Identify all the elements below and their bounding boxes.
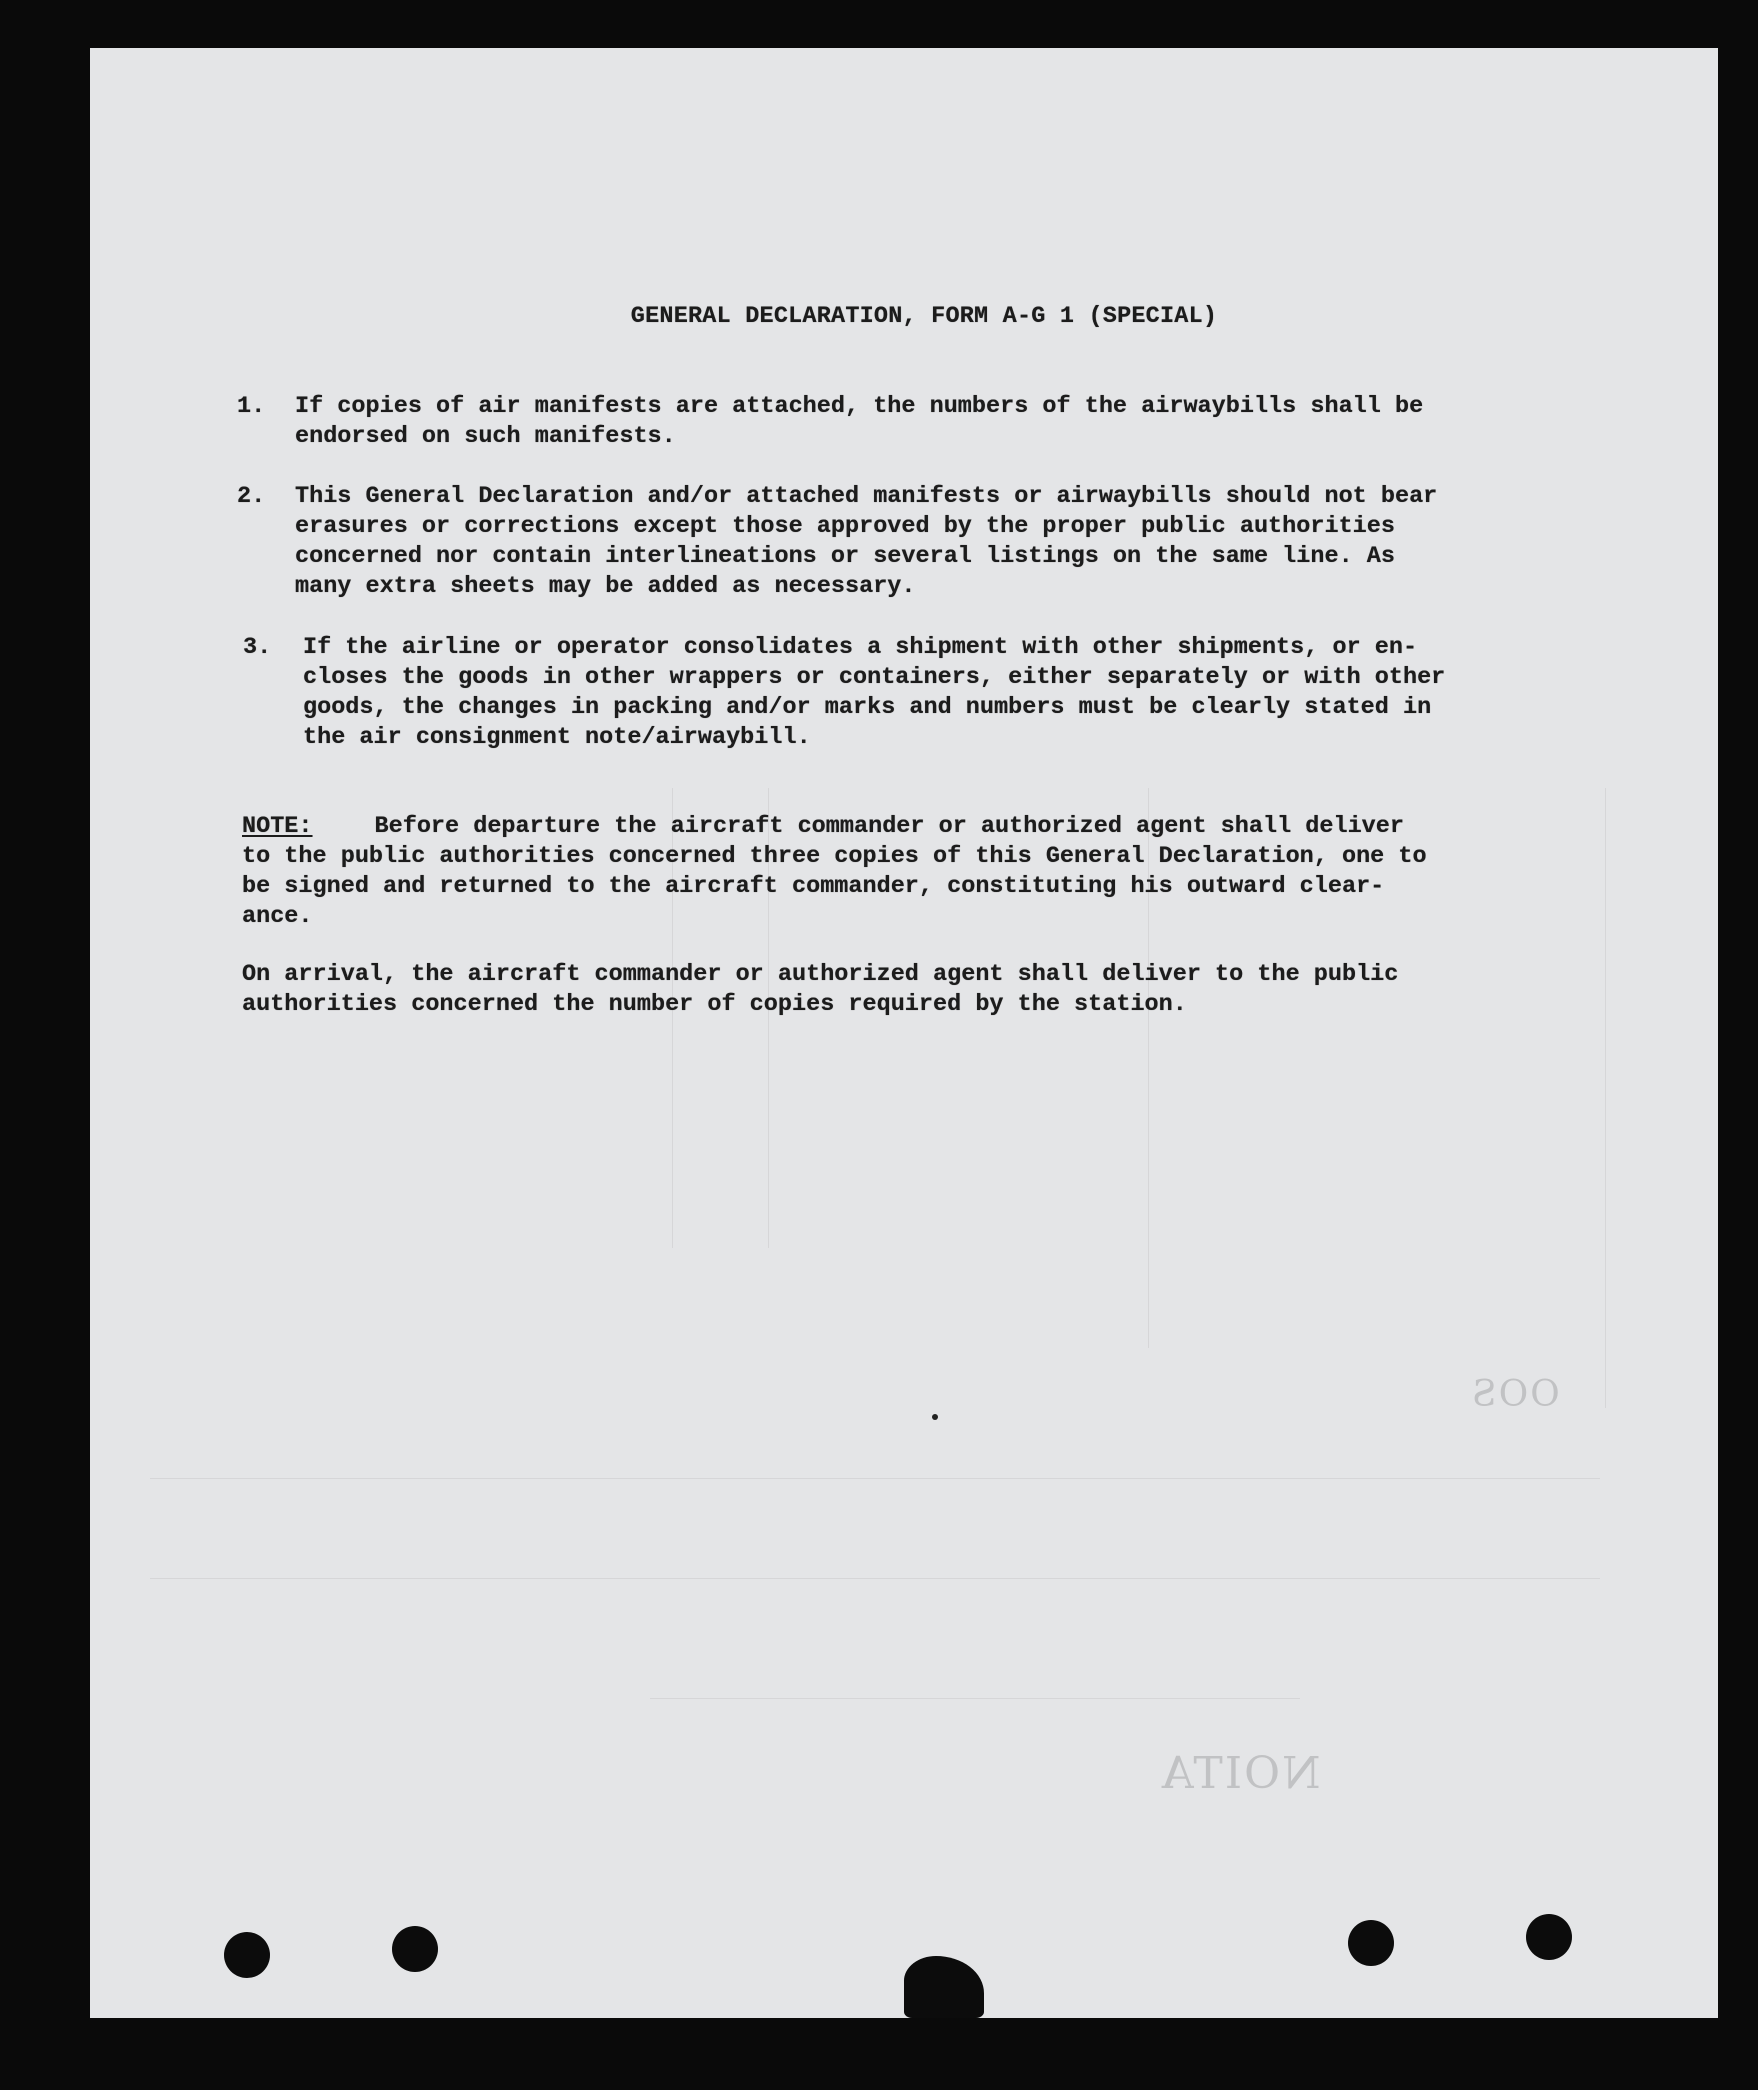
text-line: endorsed on such manifests. [295, 423, 676, 450]
text-line: This General Declaration and/or attached manifests or airwaybills should not bear [295, 483, 1438, 510]
text-line: ance. [242, 903, 313, 930]
text-line: goods, the changes in packing and/or marks and numbers must be clearly stated in [303, 694, 1432, 721]
bleed-through-line [650, 1698, 1300, 1699]
note-line-text: Before departure the aircraft commander or authorized agent shall deliver [374, 813, 1404, 840]
document-page [90, 48, 1718, 2018]
text-line: concerned nor contain interlineations or several listings on the same line. As [295, 543, 1395, 570]
punch-hole [224, 1932, 270, 1978]
arrival-paragraph [242, 960, 1568, 1020]
note-paragraph [242, 812, 1568, 932]
text-line: erasures or corrections except those approved by the proper public authorities [295, 513, 1395, 540]
punch-hole [1526, 1914, 1572, 1960]
torn-edge [904, 1956, 984, 2018]
list-item-body [295, 482, 1561, 602]
list-item-number: 3. [243, 634, 272, 661]
text-line: the air consignment note/airwaybill. [303, 724, 811, 751]
punch-hole [392, 1926, 438, 1972]
bleed-through-mark: OOS [1470, 1374, 1560, 1415]
text-line [242, 812, 1568, 842]
text-line: closes the goods in other wrappers or containers, either separately or with other [303, 664, 1446, 691]
list-item-body [295, 392, 1561, 452]
text-line: If the airline or operator consolidates a shipment with other shipments, or en- [303, 634, 1418, 661]
list-item-number: 2. [237, 483, 266, 510]
list-item-body [303, 633, 1565, 753]
bleed-through-line [1605, 788, 1606, 1408]
text-line: be signed and returned to the aircraft commander, constituting his outward clear- [242, 873, 1385, 900]
text-line: On arrival, the aircraft commander or authorized agent shall deliver to the public [242, 961, 1399, 988]
text-line: authorities concerned the number of copies required by the station. [242, 991, 1187, 1018]
punch-hole [1348, 1920, 1394, 1966]
list-item-number: 1. [237, 393, 266, 420]
text-line: to the public authorities concerned three copies of this General Declaration, one to [242, 843, 1427, 870]
bleed-through-line [150, 1578, 1600, 1579]
document-title: GENERAL DECLARATION, FORM A-G 1 (SPECIAL) [630, 303, 1218, 330]
text-line: If copies of air manifests are attached, the numbers of the airwaybills shall be [295, 393, 1424, 420]
bleed-through-mark: NOITA [1160, 1748, 1321, 1799]
bleed-through-line [150, 1478, 1600, 1479]
speck [932, 1414, 938, 1420]
note-label: NOTE: [242, 813, 313, 840]
text-line: many extra sheets may be added as necessary. [295, 573, 916, 600]
